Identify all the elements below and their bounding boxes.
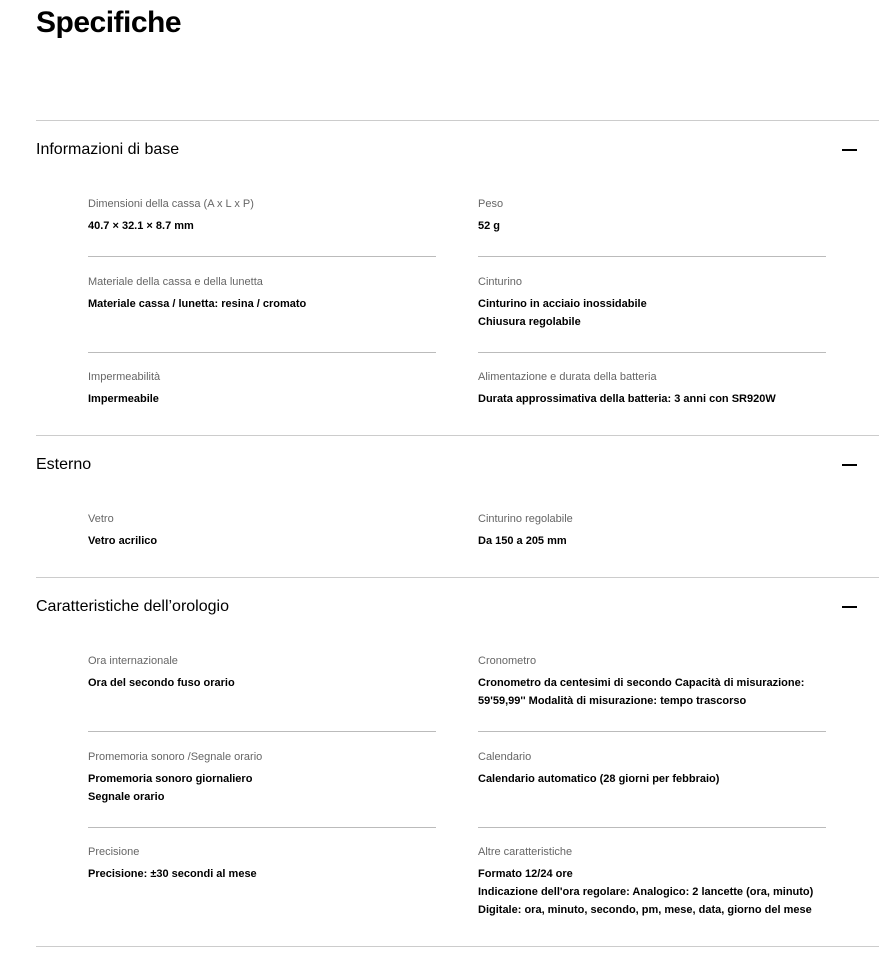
spec-value <box>478 217 500 235</box>
spec-value-line: Vetro acrilico <box>88 535 158 547</box>
section-divider <box>36 435 879 436</box>
item-divider <box>478 827 826 828</box>
spec-value-line: Segnale orario <box>88 791 165 803</box>
item-divider <box>88 256 436 257</box>
spec-value <box>88 532 157 550</box>
spec-label: Peso <box>478 198 504 210</box>
spec-value <box>88 295 306 313</box>
item-divider <box>88 827 436 828</box>
spec-value <box>88 770 252 806</box>
item-divider <box>88 731 436 732</box>
spec-label: Altre caratteristiche <box>478 846 573 858</box>
spec-value <box>478 674 804 710</box>
spec-value-line: 52 g <box>478 220 501 232</box>
minus-icon[interactable] <box>842 149 857 151</box>
item-divider <box>478 352 826 353</box>
spec-value-line: Cronometro da centesimi di secondo Capacità di misurazione: <box>478 677 805 689</box>
spec-value-line: Precisione: ±30 secondi al mese <box>88 868 257 880</box>
minus-icon[interactable] <box>842 464 857 466</box>
spec-label: Calendario <box>478 751 532 763</box>
spec-value-line: Durata approssimativa della batteria: 3 anni con SR920W <box>478 393 776 405</box>
spec-value-line: Formato 12/24 ore <box>478 868 573 880</box>
spec-value-line: 40.7 × 32.1 × 8.7 mm <box>88 220 194 232</box>
spec-label: Cinturino regolabile <box>478 513 573 525</box>
section-header-esterno[interactable] <box>36 450 879 480</box>
spec-label: Alimentazione e durata della batteria <box>478 371 657 383</box>
spec-value <box>88 865 257 883</box>
section-header-caratteristiche-orologio[interactable] <box>36 592 879 622</box>
section-title: Caratteristiche dell’orologio <box>36 598 229 615</box>
spec-value <box>88 217 194 235</box>
section-divider <box>36 577 879 578</box>
spec-value <box>478 295 647 331</box>
spec-value-line: Cinturino in acciaio inossidabile <box>478 298 647 310</box>
spec-value-line: Promemoria sonoro giornaliero <box>88 773 253 785</box>
section-divider <box>36 946 879 947</box>
spec-value-line: Chiusura regolabile <box>478 316 581 328</box>
page-title: Specifiche <box>36 6 182 39</box>
spec-value <box>478 865 813 919</box>
section-title: Esterno <box>36 456 92 473</box>
spec-value <box>88 390 159 408</box>
spec-value-line: Da 150 a 205 mm <box>478 535 567 547</box>
spec-value-line: Calendario automatico (28 giorni per febbraio) <box>478 773 720 785</box>
spec-value-line: Ora del secondo fuso orario <box>88 677 235 689</box>
spec-value-line: 59'59,99'' Modalità di misurazione: tempo trascorso <box>478 695 747 707</box>
spec-value <box>478 532 567 550</box>
spec-label: Precisione <box>88 846 140 858</box>
section-header-informazioni-di-base[interactable] <box>36 135 879 165</box>
spec-value <box>88 674 235 692</box>
minus-icon[interactable] <box>842 606 857 608</box>
spec-label: Dimensioni della cassa (A x L x P) <box>88 198 254 210</box>
spec-value-line: Impermeabile <box>88 393 159 405</box>
spec-label: Cinturino <box>478 276 523 288</box>
section-title: Informazioni di base <box>36 141 180 158</box>
spec-label: Materiale della cassa e della lunetta <box>88 276 263 288</box>
item-divider <box>88 352 436 353</box>
spec-value-line: Indicazione dell'ora regolare: Analogico: 2 lancette (ora, minuto) <box>478 886 814 898</box>
item-divider <box>478 731 826 732</box>
item-divider <box>478 256 826 257</box>
spec-label: Cronometro <box>478 655 537 667</box>
spec-label: Vetro <box>88 513 114 525</box>
spec-label: Impermeabilità <box>88 371 161 383</box>
spec-label: Promemoria sonoro /Segnale orario <box>88 751 263 763</box>
spec-value-line: Digitale: ora, minuto, secondo, pm, mese, data, giorno del mese <box>478 904 812 916</box>
spec-value <box>478 770 719 788</box>
spec-value-line: Materiale cassa / lunetta: resina / cromato <box>88 298 307 310</box>
spec-label: Ora internazionale <box>88 655 178 667</box>
section-divider <box>36 120 879 121</box>
spec-value <box>478 390 776 408</box>
